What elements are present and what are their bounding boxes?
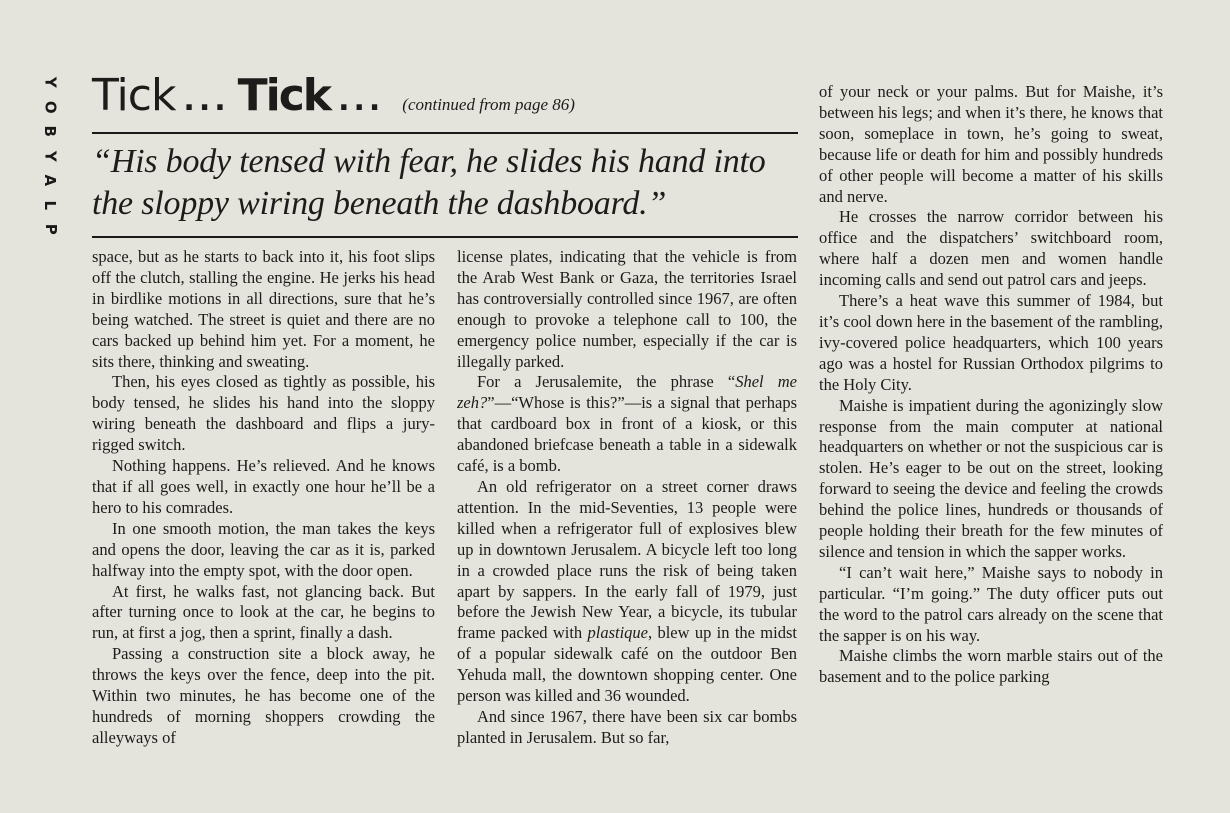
paragraph xyxy=(457,372,797,477)
magazine-letter: Y xyxy=(41,150,60,162)
emphasis-text: plastique xyxy=(587,623,648,643)
magazine-letter: O xyxy=(41,100,60,114)
magazine-letter: B xyxy=(41,125,60,137)
text-run: An old refrigerator on a street corner draws attention. In the mid-Seventies, 13 people were killed when a refrigerator full of explosives blew up in downtown Jerusalem. A bicycle left too long in a crowded place runs the risk of being taken apart by sappers. In the early fall of 1979, just before the Jewish New Year, a bicycle, its tubular frame packed with xyxy=(457,476,797,643)
paragraph: There’s a heat wave this summer of 1984, but it’s cool down here in the basement of the rambling, ivy-covered police headquarters, which 100 years ago was a hostel for Russian Orthodox pilgrims to the Holy City. xyxy=(819,291,1163,394)
magazine-letter: L xyxy=(41,199,60,210)
paragraph: Maishe is impatient during the agonizingly slow response from the main computer at national headquarters on whether or not the suspicious car is stolen. He’s eager to be out on the street, looking forward to seeing the device and feeling the crowds behind the police lines, hundreds or thousands of people holding their breath for the few minutes of silence and tension in which the sapper works. xyxy=(819,395,1163,561)
text-run: , blew up in the midst of a popular sidewalk café on the outdoor Ben Yehuda mall, the downtown shopping center. One person was killed and 36 wounded. xyxy=(457,623,797,706)
paragraph: license plates, indicating that the vehicle is from the Arab West Bank or Gaza, the territories Israel has controversially controlled since 1967, are often enough to provoke a telephone call to 100, the emergency police number, especially if the car is illegally parked. xyxy=(457,247,797,371)
headline-ellipsis: ... xyxy=(338,83,385,118)
text-column-1 xyxy=(92,247,435,813)
paragraph: At first, he walks fast, not glancing back. But after turning once to look at the car, he begins to run, at first a jog, then a sprint, finally a dash. xyxy=(92,581,435,643)
paragraph: “I can’t wait here,” Maishe says to nobody in particular. “I’m going.” The duty officer puts out the word to the patrol cars already on the scene that the sapper is on his way. xyxy=(819,562,1163,645)
pullquote-rule xyxy=(92,236,798,238)
paragraph: In one smooth motion, the man takes the keys and opens the door, leaving the car as it is, parked halfway into the empty spot, with the door open. xyxy=(92,518,435,580)
paragraph: space, but as he starts to back into it, his foot slips off the clutch, stalling the engine. He jerks his head in birdlike motions in all directions, sure that he’s being watched. The street is quiet and there are no cars backed up behind him yet. For a moment, he sits there, thinking and sweating. xyxy=(92,247,435,371)
headline-title-part2: Tick xyxy=(237,70,331,121)
headline-ellipsis: ... xyxy=(183,83,230,118)
headline-rule xyxy=(92,132,798,134)
text-column-3 xyxy=(819,82,1163,813)
emphasis-text: Shel me zeh? xyxy=(457,372,797,413)
paragraph: And since 1967, there have been six car bombs planted in Jerusalem. But so far, xyxy=(457,706,797,747)
paragraph: He crosses the narrow corridor between his office and the dispatchers’ switchboard room, where half a dozen men and women handle incoming calls and send out patrol cars and jeeps. xyxy=(819,207,1163,290)
paragraph: Then, his eyes closed as tightly as possible, his body tensed, he slides his hand into the sloppy wiring beneath the dashboard and flips a jury-rigged switch. xyxy=(92,372,435,455)
paragraph: Nothing happens. He’s relieved. And he knows that if all goes well, in exactly one hour he’ll be a hero to his comrades. xyxy=(92,456,435,517)
paragraph: Passing a construction site a block away, he throws the keys over the fence, deep into the pit. Within two minutes, he has become one of the hundreds of morning shoppers crowding the alleyways of xyxy=(92,644,435,747)
paragraph: Maishe climbs the worn marble stairs out of the basement and to the police parking xyxy=(819,646,1163,687)
magazine-letter: Y xyxy=(41,76,60,88)
text-column-2 xyxy=(457,247,797,813)
pull-quote: “His body tensed with fear, he slides his hand into the sloppy wiring beneath the dashboard.” xyxy=(92,143,766,222)
text-run: ”—“Whose is this?”—is a signal that perhaps that cardboard box in front of a kiosk, or this abandoned briefcase beneath a table in a sidewalk café, is a bomb. xyxy=(457,393,797,476)
article-headline xyxy=(92,70,798,132)
paragraph xyxy=(457,477,797,707)
magazine-name-vertical xyxy=(28,70,72,242)
paragraph: of your neck or your palms. But for Maishe, it’s between his legs; and when it’s there, he knows that soon, someplace in town, he’s going to sweat, because life or death for him and possibly hundreds of other people will become a matter of his skills and nerve. xyxy=(819,82,1163,206)
continued-note: (continued from page 86) xyxy=(402,95,575,114)
magazine-letter: A xyxy=(41,174,60,187)
magazine-letter: P xyxy=(41,223,60,235)
text-run: For a Jerusalemite, the phrase “ xyxy=(477,372,736,392)
headline-title-part1: Tick xyxy=(92,70,176,121)
